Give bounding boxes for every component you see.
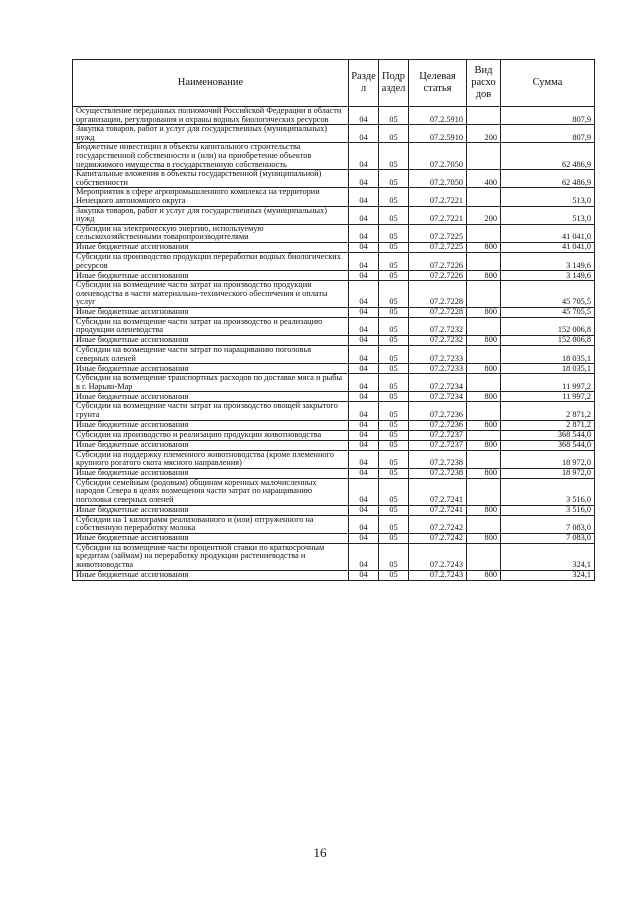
cell-type: 200 [467,206,501,224]
cell-sum: 2 871,2 [501,402,595,420]
cell-target: 07.2.7232 [409,336,467,346]
cell-name: Иные бюджетные ассигнования [73,242,349,252]
cell-sub: 05 [379,570,409,580]
table-row [73,242,595,252]
cell-name: Закупка товаров, работ и услуг для государственных (муниципальных) нужд [73,206,349,224]
cell-sum: 152 006,8 [501,317,595,335]
cell-name: Субсидии на возмещение части затрат на производство продукции оленеводства в части материально-технического обеспечения и оплаты услуг [73,281,349,308]
cell-sum: 324,1 [501,570,595,580]
cell-sum: 11 997,2 [501,374,595,392]
cell-sum: 18 035,1 [501,346,595,364]
cell-sum: 807,9 [501,125,595,143]
cell-sum: 3 149,6 [501,252,595,270]
cell-name: Иные бюджетные ассигнования [73,336,349,346]
cell-sec: 04 [349,281,379,308]
cell-sub: 05 [379,468,409,478]
cell-sec: 04 [349,206,379,224]
cell-sum: 368 544,0 [501,430,595,440]
cell-sec: 04 [349,307,379,317]
cell-name: Осуществление переданных полномочий Российской Федерации в области организации, регулирования и охраны водных биологических ресурсов [73,107,349,125]
cell-target: 07.2.7233 [409,346,467,364]
cell-target: 07.2.7242 [409,533,467,543]
cell-name: Бюджетные инвестиции в объекты капитального строительства государственной собственности и (или) на приобретение объектов недвижимого имущества в государственную собственность [73,143,349,170]
cell-target: 07.2.7228 [409,307,467,317]
cell-target: 07.2.7050 [409,143,467,170]
cell-name: Субсидии на возмещение части затрат по наращиванию поголовья северных оленей [73,346,349,364]
cell-type [467,430,501,440]
table-row [73,468,595,478]
cell-name: Иные бюджетные ассигнования [73,307,349,317]
cell-name: Субсидии на возмещение части затрат на производство овощей закрытого грунта [73,402,349,420]
table-row [73,206,595,224]
cell-sec: 04 [349,515,379,533]
table-row [73,392,595,402]
cell-sec: 04 [349,374,379,392]
cell-type [467,252,501,270]
cell-sub: 05 [379,505,409,515]
cell-target: 07.2.7221 [409,188,467,206]
cell-sub: 05 [379,317,409,335]
cell-sec: 04 [349,478,379,505]
cell-sec: 04 [349,125,379,143]
page-number: 16 [313,845,327,860]
cell-type [467,515,501,533]
table-row [73,224,595,242]
cell-sec: 04 [349,346,379,364]
cell-name: Мероприятия в сфере агропромышленного комплекса на территории Ненецкого автономного округа [73,188,349,206]
cell-sum: 368 544,0 [501,440,595,450]
cell-type [467,281,501,308]
cell-sub: 05 [379,224,409,242]
cell-sec: 04 [349,252,379,270]
cell-sub: 05 [379,252,409,270]
table-row [73,107,595,125]
cell-sec: 04 [349,543,379,570]
cell-sub: 05 [379,420,409,430]
table-row [73,252,595,270]
cell-name: Субсидии на возмещение части затрат на производство и реализацию продукции оленеводства [73,317,349,335]
cell-target: 07.2.7050 [409,170,467,188]
table-row [73,364,595,374]
cell-sum: 807,9 [501,107,595,125]
cell-sum: 3 149,6 [501,271,595,281]
cell-target: 07.2.7221 [409,206,467,224]
cell-sec: 04 [349,402,379,420]
cell-sec: 04 [349,336,379,346]
cell-sub: 05 [379,346,409,364]
cell-name: Субсидии на производство и реализацию продукции животноводства [73,430,349,440]
cell-sec: 04 [349,468,379,478]
cell-target: 07.2.5910 [409,125,467,143]
cell-name: Субсидии семейным (родовым) общинам коренных малочисленных народов Севера в целях возмещения части затрат по наращиванию поголовья северных оленей [73,478,349,505]
table-row [73,281,595,308]
cell-target: 07.2.7234 [409,392,467,402]
cell-target: 07.2.7225 [409,242,467,252]
cell-name: Иные бюджетные ассигнования [73,271,349,281]
cell-sub: 05 [379,364,409,374]
cell-type [467,374,501,392]
cell-sec: 04 [349,188,379,206]
table-row [73,450,595,468]
cell-type [467,224,501,242]
header-type: Вид расхо дов [467,60,501,107]
cell-target: 07.2.7234 [409,374,467,392]
cell-name: Закупка товаров, работ и услуг для государственных (муниципальных) нужд [73,125,349,143]
table-row [73,420,595,430]
table-row [73,307,595,317]
cell-type [467,478,501,505]
cell-type: 800 [467,271,501,281]
cell-sum: 2 871,2 [501,420,595,430]
cell-target: 07.2.7236 [409,402,467,420]
cell-name: Иные бюджетные ассигнования [73,505,349,515]
cell-sub: 05 [379,430,409,440]
cell-sum: 513,0 [501,188,595,206]
cell-sum: 18 972,0 [501,468,595,478]
cell-type: 800 [467,307,501,317]
cell-sec: 04 [349,392,379,402]
table-header-row [73,60,595,107]
cell-type [467,317,501,335]
table-row [73,170,595,188]
table-row [73,336,595,346]
cell-sub: 05 [379,170,409,188]
cell-sub: 05 [379,307,409,317]
cell-sec: 04 [349,505,379,515]
cell-name: Иные бюджетные ассигнования [73,533,349,543]
cell-target: 07.2.7237 [409,440,467,450]
header-sum: Сумма [501,60,595,107]
cell-sub: 05 [379,281,409,308]
cell-target: 07.2.7225 [409,224,467,242]
cell-sub: 05 [379,107,409,125]
cell-target: 07.2.7243 [409,543,467,570]
cell-sum: 41 041,0 [501,242,595,252]
cell-type [467,107,501,125]
cell-sec: 04 [349,170,379,188]
cell-sec: 04 [349,107,379,125]
cell-name: Иные бюджетные ассигнования [73,420,349,430]
header-section: Разде л [349,60,379,107]
header-subsection: Подр аздел [379,60,409,107]
cell-name: Иные бюджетные ассигнования [73,570,349,580]
cell-name: Иные бюджетные ассигнования [73,392,349,402]
cell-type: 800 [467,533,501,543]
cell-name: Субсидии на возмещение транспортных расходов по доставке мяса и рыбы в г. Нарьян-Мар [73,374,349,392]
cell-name: Субсидии на 1 килограмм реализованного и (или) отгруженного на собственную переработку молока [73,515,349,533]
header-name: Наименование [73,60,349,107]
cell-name: Иные бюджетные ассигнования [73,468,349,478]
cell-type [467,450,501,468]
cell-sec: 04 [349,242,379,252]
cell-sub: 05 [379,392,409,402]
cell-target: 07.2.5910 [409,107,467,125]
cell-sum: 152 006,8 [501,336,595,346]
table-row [73,440,595,450]
cell-sum: 3 516,0 [501,478,595,505]
table-row [73,271,595,281]
cell-target: 07.2.7233 [409,364,467,374]
cell-target: 07.2.7238 [409,468,467,478]
table-body [73,107,595,581]
cell-sum: 11 997,2 [501,392,595,402]
table-row [73,317,595,335]
cell-sum: 45 705,5 [501,307,595,317]
cell-sub: 05 [379,143,409,170]
cell-type [467,188,501,206]
cell-type: 800 [467,242,501,252]
table-row [73,570,595,580]
cell-target: 07.2.7228 [409,281,467,308]
budget-table [72,59,595,581]
cell-sub: 05 [379,188,409,206]
cell-type [467,543,501,570]
cell-type: 800 [467,392,501,402]
cell-sec: 04 [349,271,379,281]
cell-sub: 05 [379,242,409,252]
cell-sub: 05 [379,515,409,533]
table-row [73,543,595,570]
header-target: Целевая статья [409,60,467,107]
cell-sec: 04 [349,430,379,440]
cell-sum: 324,1 [501,543,595,570]
cell-target: 07.2.7242 [409,515,467,533]
cell-sub: 05 [379,271,409,281]
cell-sum: 513,0 [501,206,595,224]
cell-type [467,402,501,420]
table-row [73,533,595,543]
cell-sub: 05 [379,374,409,392]
cell-type: 200 [467,125,501,143]
cell-sub: 05 [379,450,409,468]
cell-name: Субсидии на возмещение части процентной ставки по краткосрочным кредитам (займам) на переработку продукции растениеводства и животноводства [73,543,349,570]
cell-sec: 04 [349,420,379,430]
cell-name: Субсидии на производство продукции переработки водных биологических ресурсов [73,252,349,270]
table-row [73,402,595,420]
table-row [73,515,595,533]
cell-sec: 04 [349,143,379,170]
cell-name: Субсидии на поддержку племенного животноводства (кроме племенного крупного рогатого скота мясного направления) [73,450,349,468]
cell-sum: 18 035,1 [501,364,595,374]
cell-type: 800 [467,440,501,450]
cell-target: 07.2.7226 [409,271,467,281]
cell-target: 07.2.7238 [409,450,467,468]
cell-type: 800 [467,468,501,478]
table-row [73,188,595,206]
cell-target: 07.2.7241 [409,505,467,515]
cell-sec: 04 [349,224,379,242]
table-row [73,346,595,364]
cell-type [467,143,501,170]
cell-sum: 45 705,5 [501,281,595,308]
table-row [73,505,595,515]
cell-sum: 62 486,9 [501,170,595,188]
cell-type: 400 [467,170,501,188]
cell-sub: 05 [379,125,409,143]
cell-sub: 05 [379,440,409,450]
cell-sum: 7 083,0 [501,533,595,543]
cell-name: Капитальные вложения в объекты государственной (муниципальной) собственности [73,170,349,188]
cell-type: 800 [467,364,501,374]
cell-name: Иные бюджетные ассигнования [73,364,349,374]
cell-sec: 04 [349,364,379,374]
cell-target: 07.2.7232 [409,317,467,335]
table-row [73,430,595,440]
cell-sub: 05 [379,336,409,346]
cell-target: 07.2.7236 [409,420,467,430]
cell-type: 800 [467,570,501,580]
table-row [73,478,595,505]
cell-sub: 05 [379,206,409,224]
cell-type: 800 [467,505,501,515]
cell-sum: 3 516,0 [501,505,595,515]
table-row [73,374,595,392]
cell-sub: 05 [379,402,409,420]
cell-sub: 05 [379,478,409,505]
table-row [73,143,595,170]
cell-sec: 04 [349,533,379,543]
cell-sec: 04 [349,440,379,450]
cell-sum: 41 041,0 [501,224,595,242]
cell-target: 07.2.7241 [409,478,467,505]
cell-type: 800 [467,420,501,430]
cell-target: 07.2.7226 [409,252,467,270]
cell-sec: 04 [349,570,379,580]
cell-type: 800 [467,336,501,346]
cell-sub: 05 [379,533,409,543]
cell-target: 07.2.7243 [409,570,467,580]
cell-sec: 04 [349,450,379,468]
cell-name: Субсидии на электрическую энергию, используемую сельскохозяйственными товаропроизводителями [73,224,349,242]
table-row [73,125,595,143]
cell-sum: 62 486,9 [501,143,595,170]
cell-sum: 18 972,0 [501,450,595,468]
budget-sheet [72,59,594,581]
cell-target: 07.2.7237 [409,430,467,440]
cell-sub: 05 [379,543,409,570]
cell-sum: 7 083,0 [501,515,595,533]
cell-sec: 04 [349,317,379,335]
cell-name: Иные бюджетные ассигнования [73,440,349,450]
cell-type [467,346,501,364]
